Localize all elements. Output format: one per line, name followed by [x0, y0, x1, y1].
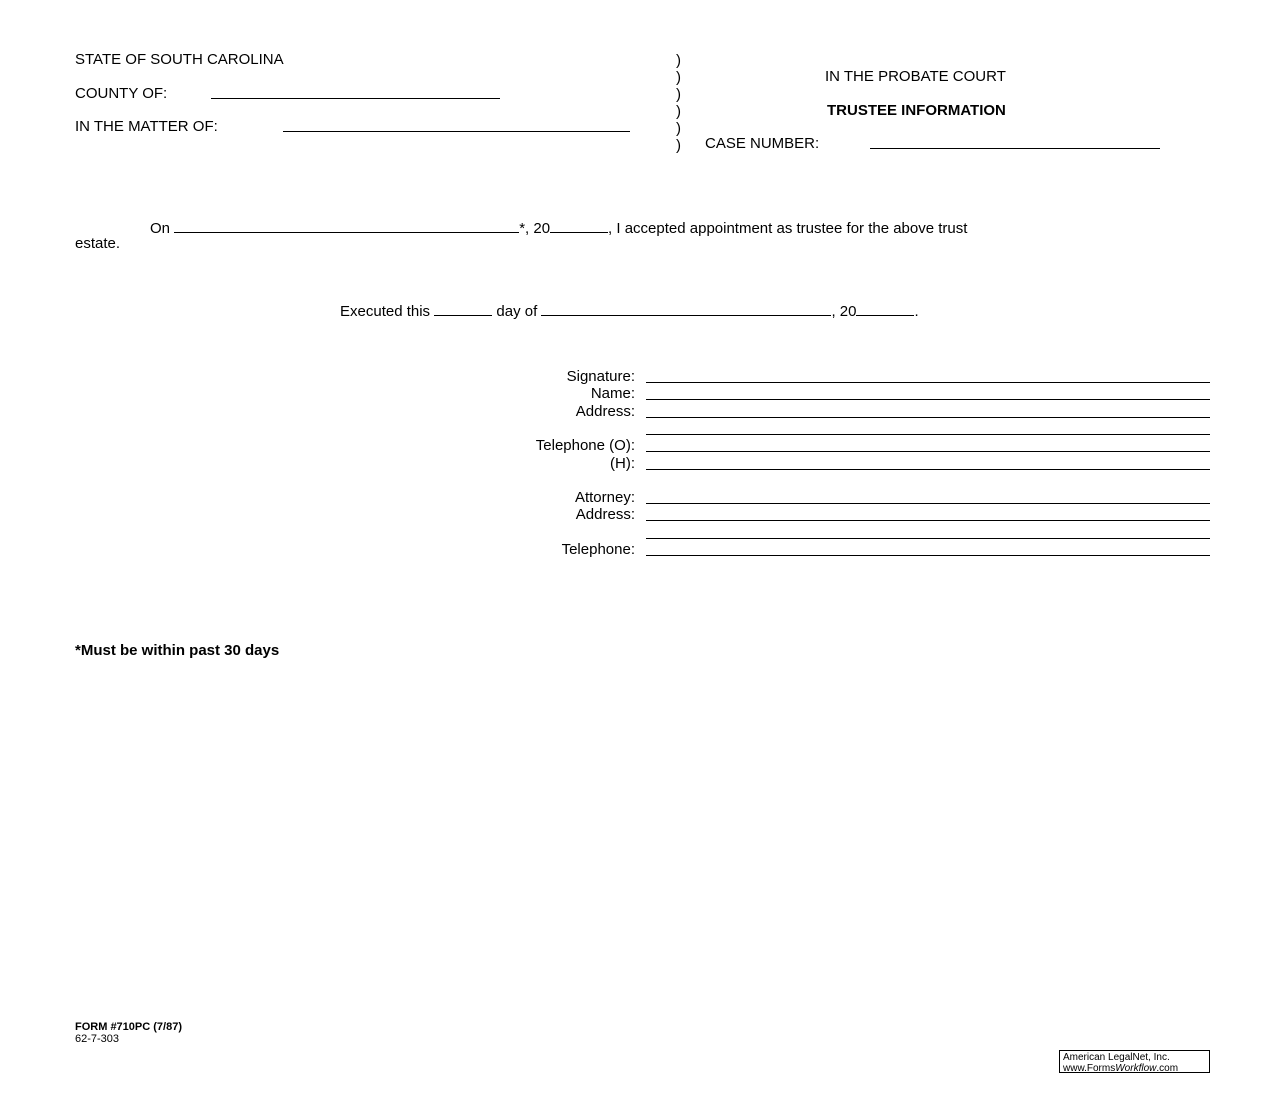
appointment-line2: estate.: [75, 235, 121, 252]
name-field[interactable]: [646, 399, 1210, 400]
watermark-url-a: www.Forms: [1063, 1063, 1116, 1074]
caption-paren: ): [676, 69, 681, 86]
caption-paren: ): [676, 137, 681, 154]
address-field-2[interactable]: [646, 434, 1210, 435]
name-label: Name:: [590, 385, 635, 402]
appointment-rest: , I accepted appointment as trustee for the above trust: [608, 220, 968, 237]
appointment-date-field[interactable]: [174, 218, 519, 233]
address-label: Address:: [575, 403, 635, 420]
legalnet-watermark: [1059, 1050, 1210, 1073]
watermark-url-c: .com: [1156, 1063, 1179, 1074]
appointment-sentence: [150, 218, 967, 237]
form-number: FORM #710PC (7/87): [75, 1021, 182, 1033]
matter-label: IN THE MATTER OF:: [75, 118, 218, 135]
watermark-url-b: Workflow: [1115, 1063, 1157, 1074]
caption-paren: ): [676, 52, 681, 69]
executed-year: , 20: [831, 303, 857, 320]
appointment-year-field[interactable]: [550, 218, 608, 233]
attorney-address-field-2[interactable]: [646, 538, 1210, 539]
case-number-field[interactable]: [870, 148, 1160, 149]
telephone-h-field[interactable]: [646, 469, 1210, 470]
executed-day-of: day of: [496, 303, 538, 320]
attorney-field[interactable]: [646, 503, 1210, 504]
court-name: IN THE PROBATE COURT: [825, 68, 1006, 85]
attorney-label: Attorney:: [574, 489, 635, 506]
signature-field[interactable]: [646, 382, 1210, 383]
attorney-address-label: Address:: [575, 506, 635, 523]
matter-field[interactable]: [283, 131, 630, 132]
telephone-o-field[interactable]: [646, 451, 1210, 452]
telephone-h-label: (H):: [610, 455, 635, 472]
signature-label: Signature:: [566, 368, 635, 385]
appointment-on: On: [150, 220, 171, 237]
appointment-star-year: *, 20: [519, 220, 551, 237]
executed-year-field[interactable]: [856, 301, 914, 316]
executed-month-field[interactable]: [541, 301, 831, 316]
statute-reference: 62-7-303: [75, 1033, 120, 1045]
executed-end: .: [914, 303, 919, 320]
executed-prefix: Executed this: [340, 303, 431, 320]
telephone-o-label: Telephone (O):: [535, 437, 635, 454]
attorney-address-field[interactable]: [646, 520, 1210, 521]
executed-day-field[interactable]: [434, 301, 492, 316]
caption-paren: ): [676, 86, 681, 103]
state-heading: STATE OF SOUTH CAROLINA: [75, 51, 284, 68]
footnote: *Must be within past 30 days: [75, 642, 280, 659]
watermark-line2: [1063, 1063, 1206, 1074]
attorney-telephone-label: Telephone:: [561, 541, 635, 558]
county-label: COUNTY OF:: [75, 85, 168, 102]
form-title: TRUSTEE INFORMATION: [827, 102, 1006, 119]
executed-sentence: [340, 301, 919, 320]
caption-paren: ): [676, 103, 681, 120]
address-field[interactable]: [646, 417, 1210, 418]
county-field[interactable]: [211, 98, 500, 99]
attorney-telephone-field[interactable]: [646, 555, 1210, 556]
case-number-label: CASE NUMBER:: [705, 135, 820, 152]
caption-paren: ): [676, 120, 681, 137]
watermark-line1: American LegalNet, Inc.: [1063, 1052, 1170, 1063]
